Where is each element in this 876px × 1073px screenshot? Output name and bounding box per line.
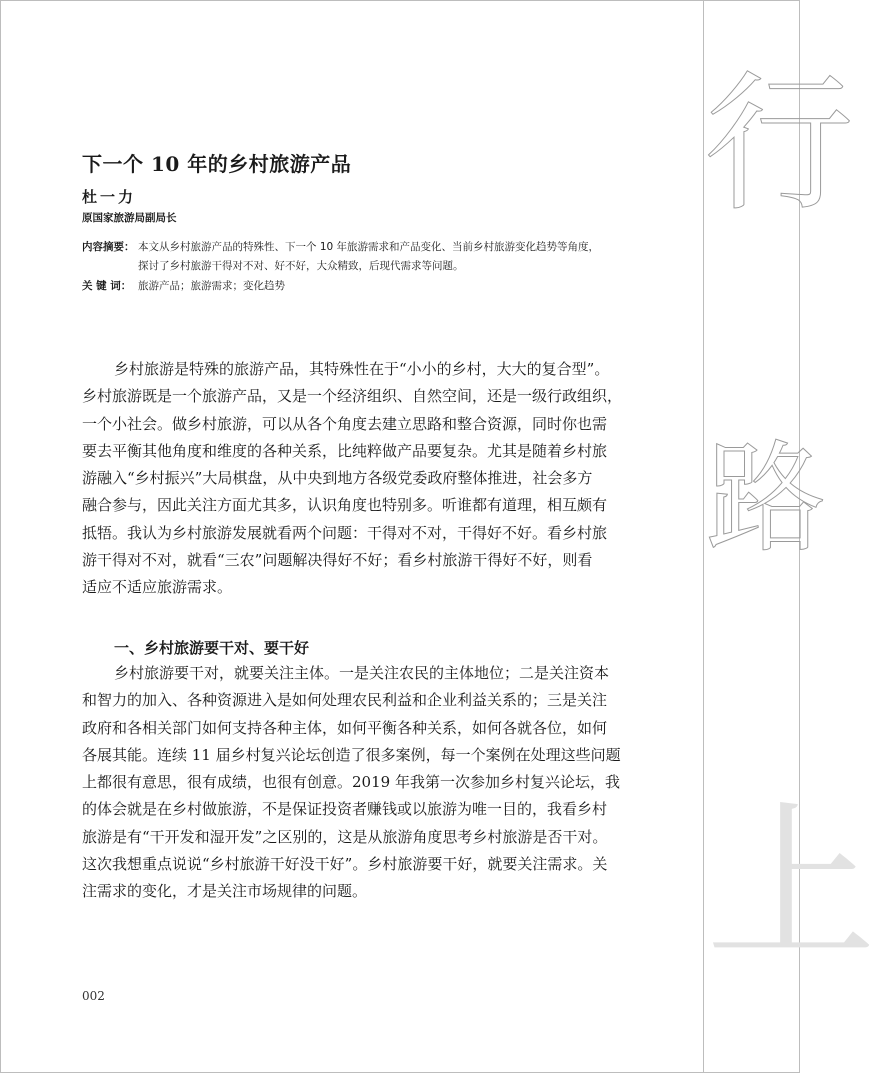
paragraph-line: 政府和各相关部门如何支持各种主体，如何平衡各种关系，如何各就各位，如何 xyxy=(82,718,608,737)
paragraph-line: 上都很有意思，很有成绩，也很有创意。2019 年我第一次参加乡村复兴论坛，我 xyxy=(82,773,620,792)
author-affiliation: 原国家旅游局副局长 xyxy=(82,212,177,224)
paragraph-line: 各展其能。连续 11 届乡村复兴论坛创造了很多案例，每一个案例在处理这些问题 xyxy=(82,745,621,764)
abstract-line: 本文从乡村旅游产品的特殊性、下一个 10 年旅游需求和产品变化、当前乡村旅游变化趋势等角度， xyxy=(138,241,600,253)
abstract-line: 探讨了乡村旅游干得对不对、好不好，大众精致，后现代需求等问题。 xyxy=(138,260,464,272)
keywords-text: 旅游产品；旅游需求；变化趋势 xyxy=(138,280,285,292)
keywords-label: 关 键 词： xyxy=(82,280,132,292)
body-paragraph-2 xyxy=(82,660,634,906)
body-paragraph-1 xyxy=(82,356,634,602)
paragraph-line: 乡村旅游既是一个旅游产品，又是一个经济组织、自然空间，还是一级行政组织， xyxy=(82,387,623,406)
paragraph-line: 旅游是有“干开发和湿开发”之区别的，这是从旅游角度思考乡村旅游是否干对。 xyxy=(82,827,608,846)
paragraph-line: 和智力的加入、各种资源进入是如何处理农民利益和企业利益关系的；三是关注 xyxy=(82,691,608,710)
paragraph-line: 抵牾。我认为乡村旅游发展就看两个问题：干得对不对，干得好不好。看乡村旅 xyxy=(82,523,608,542)
keywords-row xyxy=(82,277,682,296)
paragraph-line: 游干得对不对，就看“三农”问题解决得好不好；看乡村旅游干得好不好，则看 xyxy=(82,551,593,570)
section-heading: 一、乡村旅游要干对、要干好 xyxy=(114,639,310,657)
decorative-character-filled-bottom: 上 xyxy=(706,786,876,984)
abstract-block xyxy=(82,238,682,296)
decorative-character-outline-top: 行 xyxy=(704,58,855,232)
abstract-label: 内容摘要： xyxy=(82,241,135,253)
paragraph-line: 注需求的变化，才是关注市场规律的问题。 xyxy=(82,882,368,901)
paragraph-line: 这次我想重点说说“乡村旅游干好没干好”。乡村旅游要干好，就要关注需求。关 xyxy=(82,855,608,874)
paragraph-line: 乡村旅游是特殊的旅游产品，其特殊性在于“小小的乡村，大大的复合型”。 xyxy=(114,360,610,378)
abstract-row xyxy=(82,238,682,276)
decorative-character-outline-middle: 路 xyxy=(706,430,826,569)
paragraph-line: 一个小社会。做乡村旅游，可以从各个角度去建立思路和整合资源，同时你也需 xyxy=(82,414,608,433)
paragraph-line: 适应不适应旅游需求。 xyxy=(82,578,233,597)
paragraph-line: 游融入“乡村振兴”大局棋盘，从中央到地方各级党委政府整体推进，社会多方 xyxy=(82,469,593,488)
article-author: 杜一力 xyxy=(82,188,137,206)
decorative-side-strip xyxy=(703,0,876,1073)
paragraph-line: 要去平衡其他角度和维度的各种关系，比纯粹做产品要复杂。尤其是随着乡村旅 xyxy=(82,441,608,460)
page-number: 002 xyxy=(82,989,105,1003)
paragraph-line: 乡村旅游要干对，就要关注主体。一是关注农民的主体地位；二是关注资本 xyxy=(114,664,610,682)
article-title: 下一个 10 年的乡村旅游产品 xyxy=(82,152,352,176)
paragraph-line: 融合参与，因此关注方面尤其多，认识角度也特别多。听谁都有道理，相互颇有 xyxy=(82,496,608,515)
abstract-text xyxy=(138,238,682,276)
paragraph-line: 的体会就是在乡村做旅游，不是保证投资者赚钱或以旅游为唯一目的，我看乡村 xyxy=(82,800,608,819)
